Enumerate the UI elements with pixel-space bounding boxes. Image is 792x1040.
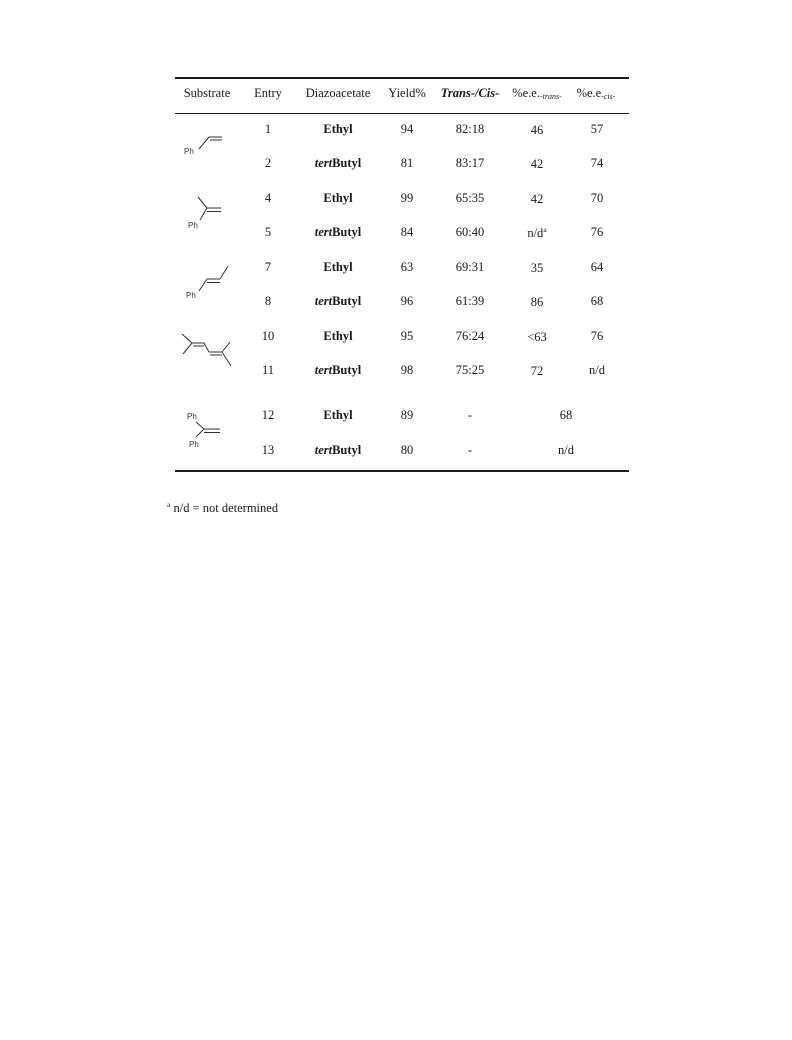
ee-merged-cell: 68 — [559, 408, 573, 422]
header-ee-cis-prefix: %e.e — [576, 86, 602, 100]
footnote — [167, 500, 278, 516]
diazoacetate-prefix: tert — [314, 443, 333, 457]
diazoacetate-cell — [323, 191, 352, 206]
alpha-methylstyrene-structure — [183, 192, 231, 230]
diazoacetate-prefix: tert — [314, 225, 333, 239]
diazoacetate-name: Butyl — [332, 225, 362, 239]
dimethylhexadiene-structure — [178, 330, 238, 368]
beta-methylstyrene-ph-label: Ph — [186, 291, 196, 300]
trans-cis-cell: 61:39 — [455, 294, 485, 308]
footnote-text: n/d = not determined — [173, 501, 279, 515]
diazoacetate-name: Ethyl — [323, 329, 353, 343]
header-trans-cis: Trans-/Cis- — [440, 86, 500, 100]
ee-cis-cell: 76 — [590, 225, 604, 239]
diphenylethylene-ph-label-1: Ph — [187, 412, 197, 421]
entry-cell: 8 — [264, 294, 272, 308]
diazoacetate-cell — [315, 363, 362, 378]
header-substrate: Substrate — [183, 86, 231, 100]
diazoacetate-cell — [315, 443, 362, 458]
diazoacetate-prefix: tert — [314, 363, 333, 377]
yield-cell: 89 — [400, 408, 414, 422]
table-bottom-rule — [175, 470, 629, 472]
trans-cis-cell: 82:18 — [455, 122, 485, 136]
yield-cell: 80 — [400, 443, 414, 457]
ee-trans-cell — [531, 363, 544, 379]
entry-cell: 13 — [261, 443, 275, 457]
ee-trans-cell — [531, 156, 544, 172]
ee-trans-footnote-mark: a — [543, 225, 547, 234]
diazoacetate-cell — [323, 408, 352, 423]
yield-cell: 63 — [400, 260, 414, 274]
diazoacetate-cell — [323, 329, 352, 344]
alpha-methylstyrene-ph-label: Ph — [188, 221, 198, 230]
diphenylethylene-ph-label-2: Ph — [189, 440, 199, 449]
header-yield: Yield% — [388, 86, 426, 100]
yield-cell: 94 — [400, 122, 414, 136]
ee-trans-cell — [531, 191, 544, 207]
ee-cis-cell: n/d — [589, 363, 605, 377]
diazoacetate-cell — [323, 122, 352, 137]
header-ee-trans-prefix: %e.e. — [512, 86, 540, 100]
yield-cell: 96 — [400, 294, 414, 308]
diazoacetate-prefix: tert — [314, 156, 333, 170]
yield-cell: 81 — [400, 156, 414, 170]
entry-cell: 10 — [261, 329, 275, 343]
diazoacetate-name: Butyl — [332, 294, 362, 308]
ee-trans-cell — [527, 225, 546, 241]
diazoacetate-name: Butyl — [332, 156, 362, 170]
trans-cis-cell: - — [467, 443, 473, 457]
table-top-rule — [175, 77, 629, 79]
ee-trans-value: n/d — [527, 226, 544, 240]
ee-trans-value: 42 — [530, 157, 544, 171]
ee-cis-cell: 57 — [590, 122, 604, 136]
ee-trans-value: <63 — [527, 330, 547, 344]
ee-cis-cell: 68 — [590, 294, 604, 308]
diazoacetate-name: Ethyl — [323, 408, 353, 422]
trans-cis-cell: - — [467, 408, 473, 422]
table-header-rule — [175, 113, 629, 114]
ee-trans-value: 35 — [530, 261, 544, 275]
header-ee-cis — [577, 86, 616, 101]
trans-cis-cell: 69:31 — [455, 260, 485, 274]
entry-cell: 12 — [261, 408, 275, 422]
entry-cell: 2 — [264, 156, 272, 170]
diazoacetate-name: Butyl — [332, 363, 362, 377]
trans-cis-cell: 76:24 — [455, 329, 485, 343]
diazoacetate-cell — [323, 260, 352, 275]
yield-cell: 98 — [400, 363, 414, 377]
diazoacetate-name: Butyl — [332, 443, 362, 457]
ee-trans-value: 86 — [530, 295, 544, 309]
header-entry: Entry — [254, 86, 282, 100]
ee-cis-cell: 76 — [590, 329, 604, 343]
diazoacetate-name: Ethyl — [323, 122, 353, 136]
header-ee-trans-sub: -trans- — [539, 92, 562, 101]
ee-cis-cell: 64 — [590, 260, 604, 274]
ee-trans-value: 72 — [530, 364, 544, 378]
diphenylethylene-structure — [184, 410, 228, 450]
entry-cell: 4 — [264, 191, 272, 205]
trans-cis-cell: 65:35 — [455, 191, 485, 205]
diazoacetate-name: Ethyl — [323, 191, 353, 205]
yield-cell: 95 — [400, 329, 414, 343]
diazoacetate-cell — [315, 294, 362, 309]
ee-trans-value: 42 — [530, 192, 544, 206]
diazoacetate-prefix: tert — [314, 294, 333, 308]
header-ee-trans — [512, 86, 562, 101]
ee-trans-cell — [527, 329, 547, 345]
ee-cis-cell: 74 — [590, 156, 604, 170]
ee-trans-cell — [531, 260, 544, 276]
entry-cell: 1 — [264, 122, 272, 136]
ee-trans-cell — [531, 294, 544, 310]
header-ee-cis-sub: -cis- — [601, 92, 616, 101]
beta-methylstyrene-structure — [182, 260, 240, 302]
trans-cis-cell: 75:25 — [455, 363, 485, 377]
yield-cell: 99 — [400, 191, 414, 205]
trans-cis-cell: 60:40 — [455, 225, 485, 239]
entry-cell: 11 — [261, 363, 275, 377]
trans-cis-cell: 83:17 — [455, 156, 485, 170]
header-diazoacetate: Diazoacetate — [305, 86, 371, 100]
entry-cell: 5 — [264, 225, 272, 239]
diazoacetate-cell — [315, 225, 362, 240]
diazoacetate-cell — [315, 156, 362, 171]
ee-trans-cell — [531, 122, 544, 138]
ee-cis-cell: 70 — [590, 191, 604, 205]
yield-cell: 84 — [400, 225, 414, 239]
styrene-structure — [180, 128, 230, 156]
diazoacetate-name: Ethyl — [323, 260, 353, 274]
footnote-mark: a — [167, 500, 171, 509]
styrene-ph-label: Ph — [184, 147, 194, 156]
ee-trans-value: 46 — [530, 123, 544, 137]
entry-cell: 7 — [264, 260, 272, 274]
ee-merged-cell: n/d — [558, 443, 574, 457]
